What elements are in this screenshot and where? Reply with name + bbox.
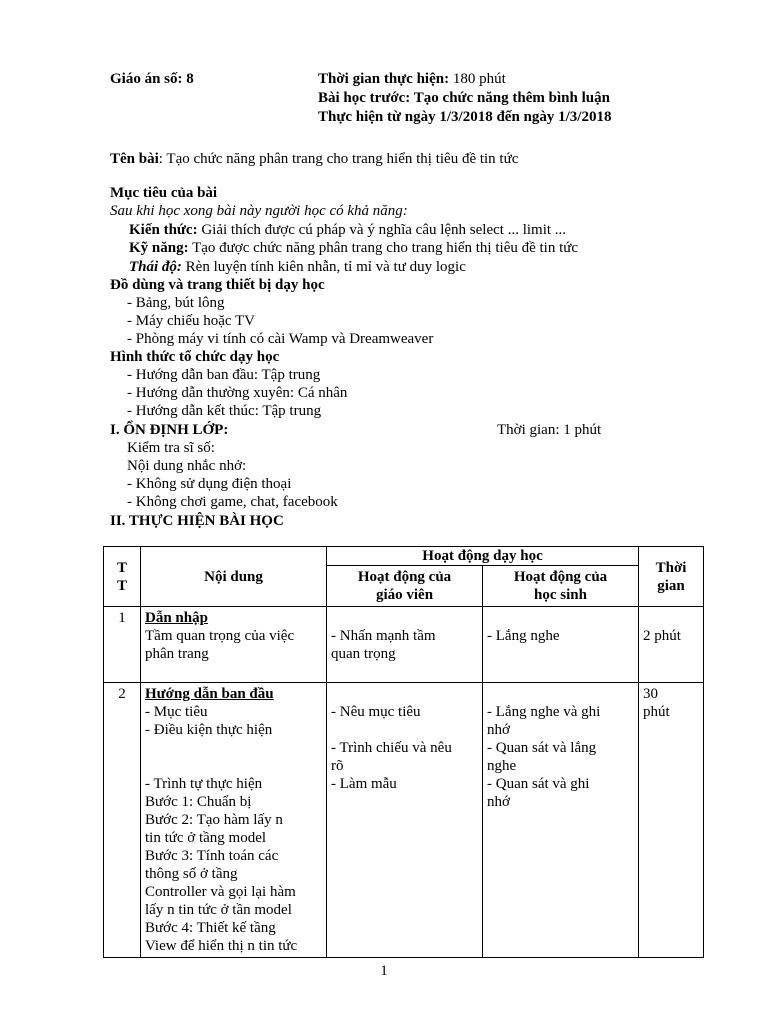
header-activities: Hoạt động dạy học bbox=[327, 547, 639, 566]
header-teacher: Hoạt động của giáo viên bbox=[327, 566, 483, 607]
lesson-title-value: : Tạo chức năng phân trang cho trang hiển thị tiêu đề tin tức bbox=[158, 151, 519, 167]
prev-lesson-line bbox=[318, 89, 610, 107]
table-row bbox=[104, 683, 704, 958]
row1-time: 2 phút bbox=[639, 607, 704, 683]
lesson-plan-number bbox=[110, 70, 194, 88]
plan-label: Giáo án số: bbox=[110, 71, 183, 87]
attitude-value: Rèn luyện tính kiên nhẫn, tỉ mỉ và tư duy logic bbox=[185, 259, 466, 275]
objectives-intro: Sau khi học xong bài này người học có khả năng: bbox=[110, 203, 408, 219]
lesson-title-label: Tên bài bbox=[110, 151, 159, 167]
section1-line: - Không chơi game, chat, facebook bbox=[127, 494, 338, 510]
row2-tt: 2 bbox=[104, 683, 141, 958]
attitude-line bbox=[129, 258, 466, 276]
section1-time: Thời gian: 1 phút bbox=[497, 422, 602, 438]
skill-line bbox=[129, 239, 578, 257]
section1-line: Kiểm tra sĩ số: bbox=[127, 440, 215, 456]
row1-tt: 1 bbox=[104, 607, 141, 683]
table-row bbox=[104, 607, 704, 683]
organization-item: - Hướng dẫn ban đầu: Tập trung bbox=[127, 367, 321, 383]
row2-teacher: - Nêu mục tiêu - Trình chiếu và nêu rõ - Làm mẫu bbox=[327, 683, 483, 958]
duration-line bbox=[318, 70, 506, 88]
duration-value: 180 phút bbox=[452, 71, 506, 87]
skill-label: Kỹ năng: bbox=[129, 240, 189, 256]
row2-content: Hướng dẫn ban đầu - Mục tiêu - Điều kiện thực hiện - Trình tự thực hiện Bước 1: Chuẩn bị Bước 2: Tạo hàm lấy n tin tức ở tầng model Bước 3: Tính toán các thông số ở tầng Controller và gọi lại hàm lấy n tin tức ở tần model Bước 4: Thiết kế tầng View để hiển thị n tin tức bbox=[141, 683, 327, 958]
attitude-label: Thái độ: bbox=[129, 259, 182, 275]
prev-lesson-value: Tạo chức năng thêm bình luận bbox=[413, 90, 610, 106]
knowledge-label: Kiến thức: bbox=[129, 222, 198, 238]
organization-item: - Hướng dẫn thường xuyên: Cá nhân bbox=[127, 385, 348, 401]
row2-title: Hướng dẫn ban đầu bbox=[145, 686, 274, 702]
lesson-title bbox=[110, 150, 518, 168]
section2-heading: II. THỰC HIỆN BÀI HỌC bbox=[110, 513, 284, 529]
header-content: Nội dung bbox=[141, 547, 327, 607]
knowledge-value: Giải thích được cú pháp và ý nghĩa câu lệnh select ... limit ... bbox=[201, 222, 567, 238]
prev-lesson-label: Bài học trước: bbox=[318, 90, 411, 106]
row1-content: Dẫn nhập Tầm quan trọng của việc phân trang bbox=[141, 607, 327, 683]
row1-student: - Lắng nghe bbox=[483, 607, 639, 683]
section1-line: Nội dung nhắc nhở: bbox=[127, 458, 247, 474]
header-student: Hoạt động của học sinh bbox=[483, 566, 639, 607]
organization-heading: Hình thức tổ chức dạy học bbox=[110, 349, 280, 365]
skill-value: Tạo được chức năng phân trang cho trang hiển thị tiêu đề tin tức bbox=[192, 240, 579, 256]
objectives-heading: Mục tiêu của bài bbox=[110, 185, 218, 201]
row2-student: - Lắng nghe và ghi nhớ - Quan sát và lắng nghe - Quan sát và ghi nhớ bbox=[483, 683, 639, 958]
section1-line: - Không sử dụng điện thoại bbox=[127, 476, 292, 492]
row2-time: 30 phút bbox=[639, 683, 704, 958]
table-header-row bbox=[104, 547, 704, 566]
header-time: Thời gian bbox=[639, 547, 704, 607]
equipment-heading: Đồ dùng và trang thiết bị dạy học bbox=[110, 277, 325, 293]
date-range: Thực hiện từ ngày 1/3/2018 đến ngày 1/3/2018 bbox=[318, 109, 612, 125]
plan-number: 8 bbox=[186, 71, 194, 87]
equipment-item: - Máy chiếu hoặc TV bbox=[127, 313, 256, 329]
equipment-item: - Bảng, bút lông bbox=[127, 295, 225, 311]
section1-heading: I. ỔN ĐỊNH LỚP: bbox=[110, 422, 229, 438]
row1-teacher: - Nhấn mạnh tầm quan trọng bbox=[327, 607, 483, 683]
row1-title: Dẫn nhập bbox=[145, 610, 208, 626]
organization-item: - Hướng dẫn kết thúc: Tập trung bbox=[127, 403, 322, 419]
header-tt: T T bbox=[104, 547, 141, 607]
knowledge-line bbox=[129, 221, 566, 239]
equipment-item: - Phòng máy vi tính có cài Wamp và Dreamweaver bbox=[127, 331, 434, 347]
lesson-table bbox=[103, 546, 704, 958]
duration-label: Thời gian thực hiện: bbox=[318, 71, 450, 87]
page-number: 1 bbox=[380, 963, 388, 979]
